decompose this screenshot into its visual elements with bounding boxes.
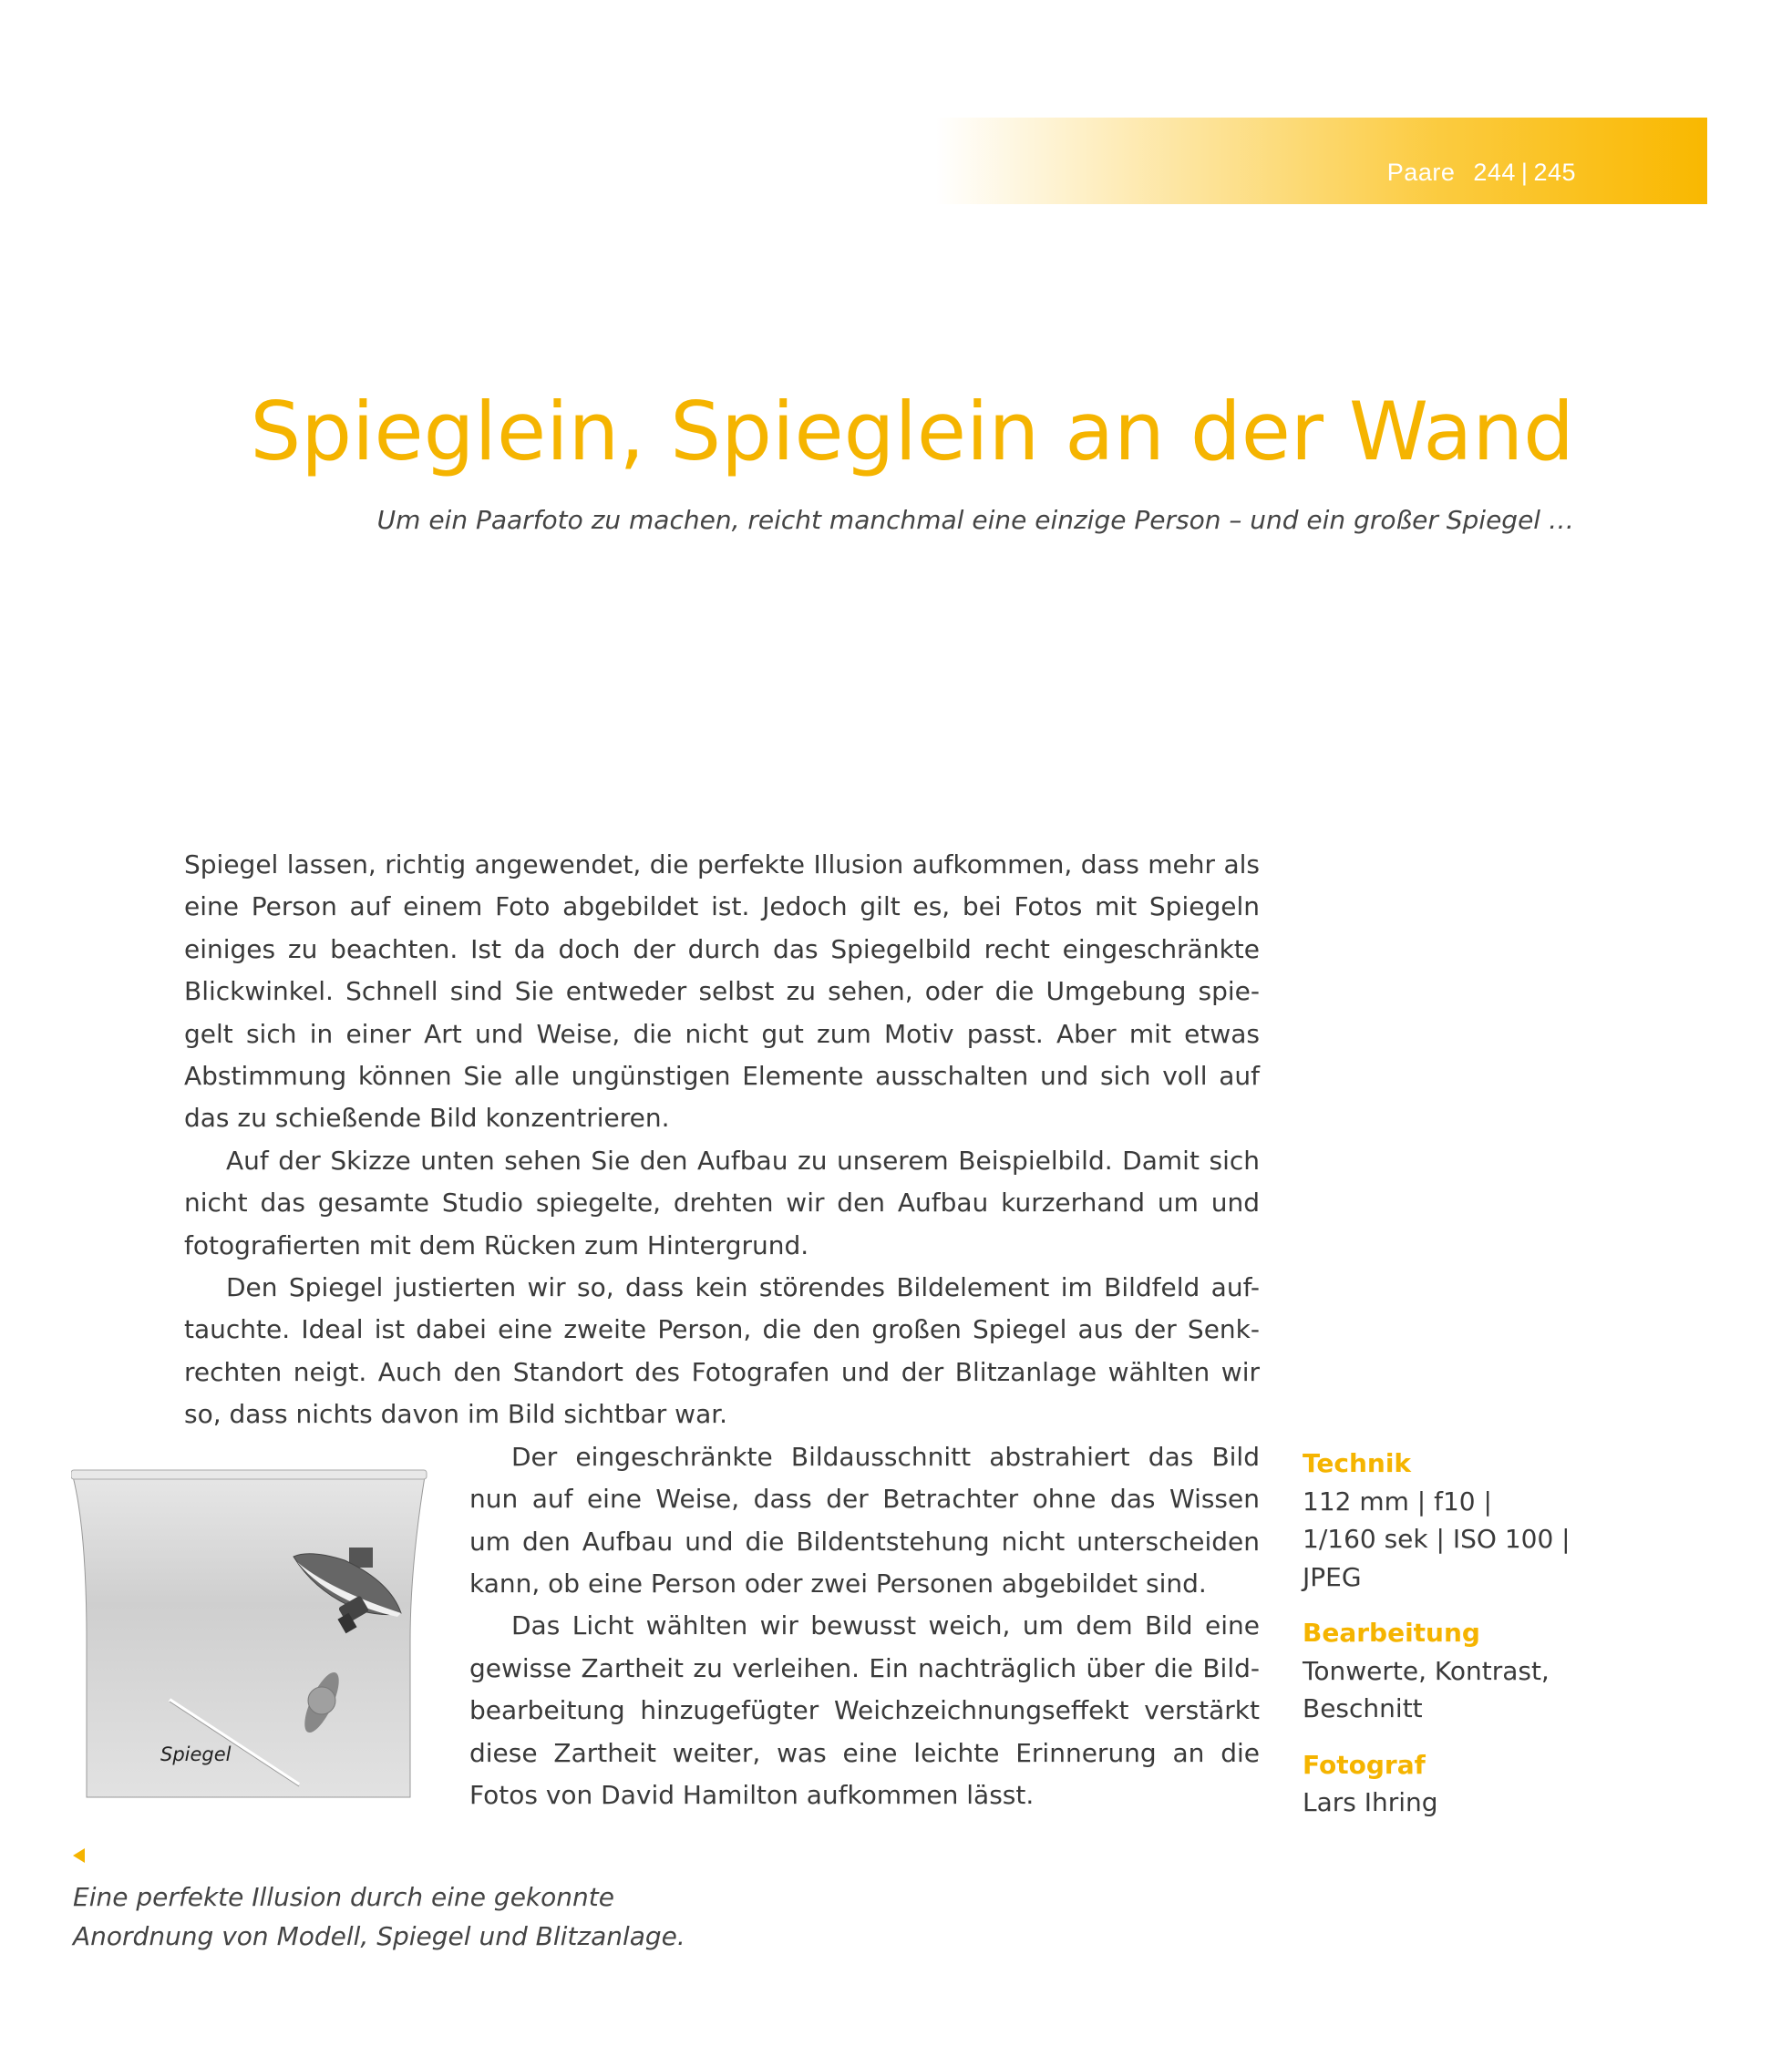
caption-arrow-icon [73,1848,85,1863]
page-separator: | [1520,159,1529,186]
body-line: Auf der Skizze unten sehen Sie den Aufbau zu unserem Beispielbild. Damit sich [226,1145,1260,1176]
backdrop-paper [73,1476,425,1797]
technik-line: 1/160 sek | ISO 100 | [1303,1524,1571,1554]
fotograf-name: Lars Ihring [1303,1787,1438,1817]
body-line: fotografierten mit dem Rücken zum Hintergrund. [184,1229,809,1260]
bearbeitung-line: Beschnitt [1303,1693,1423,1723]
fotograf-group [1303,1746,1603,1822]
bearbeitung-group [1303,1614,1603,1728]
article-title: Spieglein, Spieglein an der Wand [250,385,1574,478]
photo-info-sidebar [1303,1445,1603,1840]
body-line: nun auf eine Weise, dass der Betrachter ohne das Wissen [469,1484,1260,1515]
body-line: nicht das gesamte Studio spiegelte, drehten wir den Aufbau kurzerhand um und [184,1188,1260,1219]
body-line: Das Licht wählten wir bewusst weich, um dem Bild eine [511,1610,1260,1641]
page-number-right: 245 [1533,159,1576,186]
body-line: gelt sich in einer Art und Weise, die nicht gut zum Motiv passt. Aber mit etwas [184,1018,1260,1049]
mirror-label: Spiegel [160,1743,232,1765]
technik-line: 112 mm | f10 | [1303,1486,1492,1517]
body-line: tauchte. Ideal ist dabei eine zweite Person, die den großen Spiegel aus der Senk- [184,1314,1260,1345]
technik-heading: Technik [1303,1448,1412,1478]
body-line: diese Zartheit weiter, was eine leichte Erinnerung an die [469,1737,1260,1768]
body-line: Fotos von David Hamilton aufkommen lässt. [469,1779,1035,1810]
body-line: einiges zu beachten. Ist da doch der durch das Spiegelbild recht eingeschränkte [184,933,1260,964]
body-line: gewisse Zartheit zu verleihen. Ein nachträglich über die Bild- [469,1652,1260,1683]
studio-setup-sketch [71,1458,428,1805]
bearbeitung-heading: Bearbeitung [1303,1618,1480,1648]
body-line: Abstimmung können Sie alle ungünstigen Elemente ausschalten und sich voll auf [184,1061,1260,1092]
body-line: kann, ob eine Person oder zwei Personen abgebildet sind. [469,1568,1207,1599]
running-header-bar [935,118,1707,204]
body-line: eine Person auf einem Foto abgebildet ist. Jedoch gilt es, bei Fotos mit Spiegeln [184,891,1260,922]
body-line: so, dass nichts davon im Bild sichtbar war. [184,1399,728,1430]
technik-line: JPEG [1303,1561,1362,1592]
body-line: das zu schießende Bild konzentrieren. [184,1103,670,1134]
body-line: um den Aufbau und die Bildentstehung nicht unterscheiden [469,1526,1260,1557]
technik-group [1303,1445,1603,1596]
body-line: Der eingeschränkte Bildausschnitt abstrahiert das Bild [511,1441,1260,1472]
body-line: Den Spiegel justierten wir so, dass kein störendes Bildelement im Bildfeld auf- [226,1272,1260,1303]
caption-line: Eine perfekte Illusion durch eine gekonnte [73,1882,614,1912]
section-name: Paare [1386,159,1456,186]
page-number-left: 244 [1473,159,1516,186]
figure-caption [73,1877,685,1956]
running-header [1387,159,1576,187]
article-subtitle: Um ein Paarfoto zu machen, reicht manchmal eine einzige Person – und ein großer Spiegel … [376,505,1574,535]
body-line: rechten neigt. Auch den Standort des Fotografen und der Blitzanlage wählten wir [184,1356,1260,1387]
body-line: bearbeitung hinzugefügter Weichzeichnungseffekt verstärkt [469,1695,1260,1726]
body-line: Blickwinkel. Schnell sind Sie entweder selbst zu sehen, oder die Umgebung spie- [184,976,1260,1007]
backdrop-roll [71,1470,427,1479]
body-line: Spiegel lassen, richtig angewendet, die perfekte Illusion aufkommen, dass mehr als [184,849,1260,879]
fotograf-heading: Fotograf [1303,1749,1426,1780]
bearbeitung-line: Tonwerte, Kontrast, [1303,1655,1550,1686]
caption-line: Anordnung von Modell, Spiegel und Blitzanlage. [73,1921,685,1951]
